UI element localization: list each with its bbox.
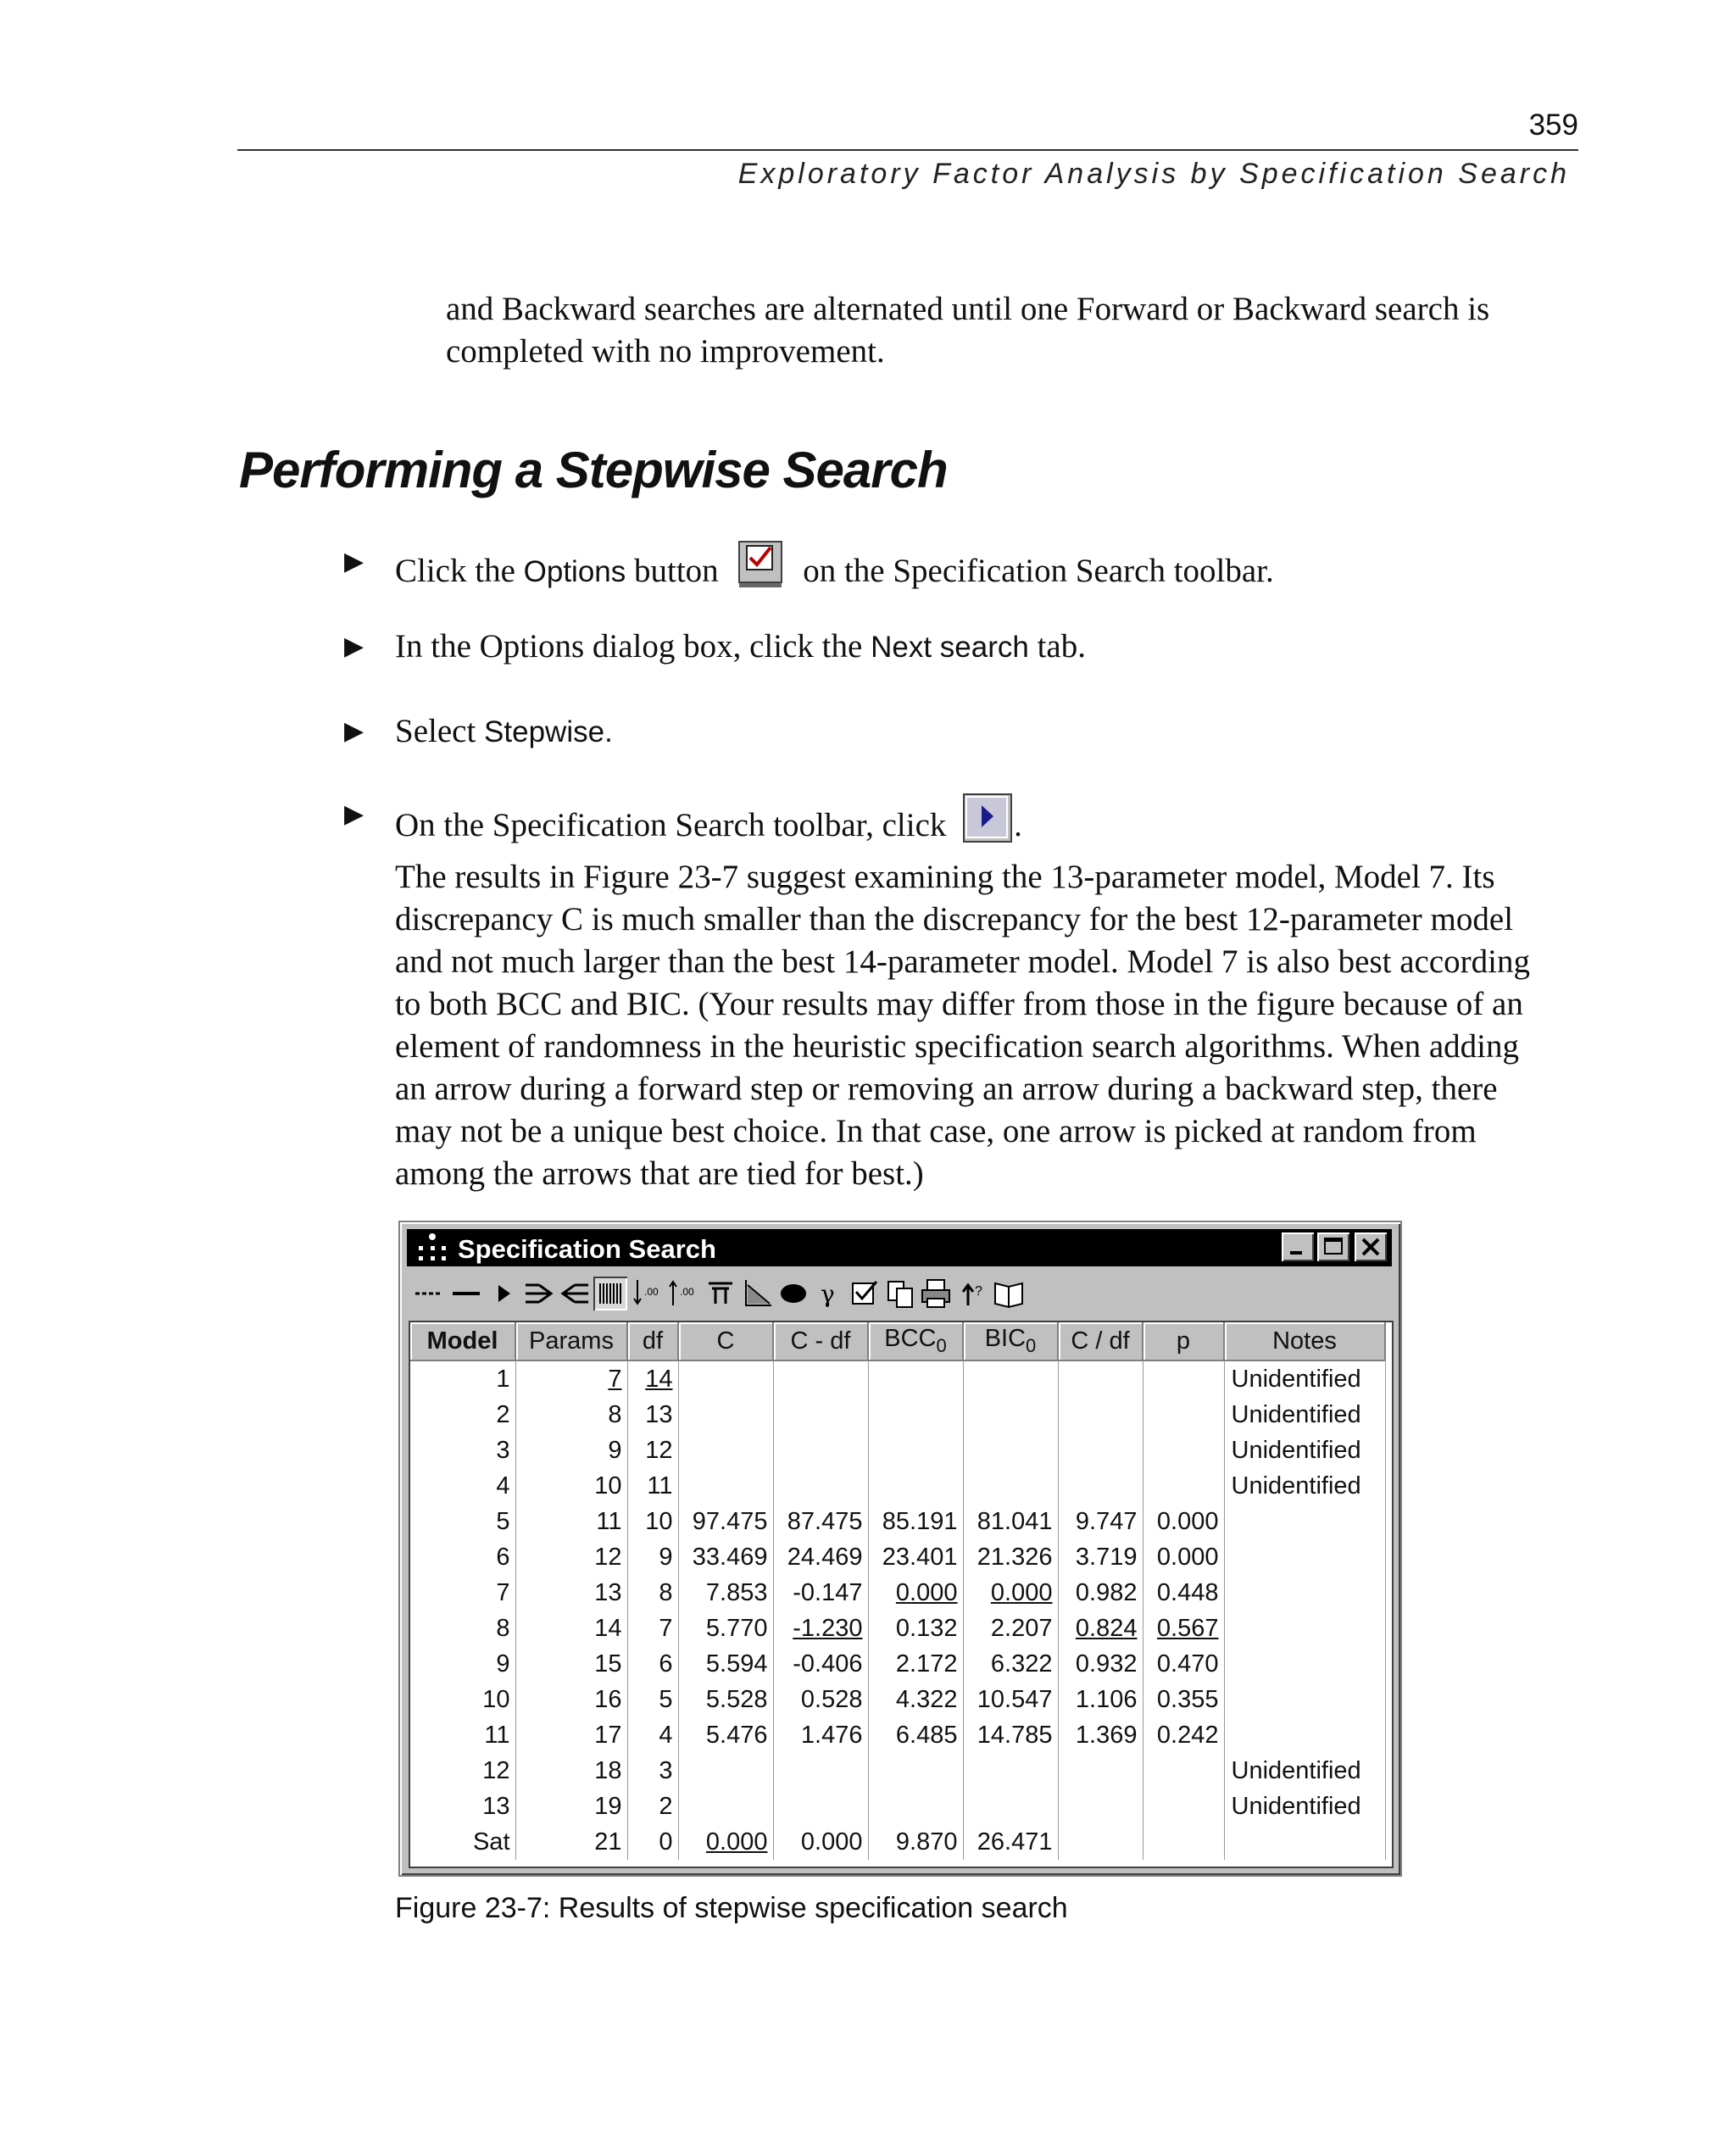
table-cell: 6 (627, 1646, 678, 1682)
table-cell: 0.932 (1058, 1646, 1143, 1682)
table-cell (773, 1397, 868, 1433)
table-row[interactable] (410, 1611, 1385, 1646)
table-cell: 13 (515, 1575, 627, 1611)
plot-button[interactable] (741, 1277, 775, 1310)
table-cell (773, 1433, 868, 1468)
table-cell: 0.567 (1143, 1611, 1224, 1646)
table-cell (773, 1753, 868, 1789)
table-cell (678, 1360, 773, 1397)
table-cell: Unidentified (1224, 1468, 1385, 1504)
step-2-post: tab. (1028, 628, 1086, 665)
decimal-down-button[interactable] (631, 1277, 665, 1310)
copy-icon (883, 1277, 917, 1310)
table-cell: 21 (515, 1824, 627, 1860)
table-cell: 0.355 (1143, 1682, 1224, 1717)
table-cell: 9.747 (1058, 1504, 1143, 1539)
table-cell: 4.322 (868, 1682, 963, 1717)
table-row[interactable] (410, 1504, 1385, 1539)
table-cell (1143, 1789, 1224, 1824)
options-checkbox-icon (738, 541, 782, 599)
table-cell: 1.369 (1058, 1717, 1143, 1753)
help-pointer-icon (956, 1277, 990, 1310)
results-table (409, 1321, 1394, 1868)
table-cell (868, 1753, 963, 1789)
results-line: among the arrows that are tied for best.) (395, 1155, 924, 1192)
table-cell (1058, 1468, 1143, 1504)
column-header[interactable]: C - df (773, 1322, 868, 1360)
step-4-text: On the Specification Search toolbar, click (395, 807, 947, 843)
table-cell (1143, 1360, 1224, 1397)
table-cell: Sat (410, 1824, 515, 1860)
table-cell (1058, 1753, 1143, 1789)
table-row[interactable] (410, 1397, 1385, 1433)
table-cell: 0.824 (1058, 1611, 1143, 1646)
minimize-icon (1282, 1232, 1314, 1261)
table-cell: 0.000 (963, 1575, 1058, 1611)
table-cell: -0.406 (773, 1646, 868, 1682)
table-cell: 11 (410, 1717, 515, 1753)
print-button[interactable] (919, 1277, 953, 1310)
table-cell: 0.132 (868, 1611, 963, 1646)
table-cell: 0.000 (868, 1575, 963, 1611)
table-cell: 6 (410, 1539, 515, 1575)
step-1-mid: button (626, 553, 719, 589)
table-view-button[interactable] (593, 1277, 627, 1310)
table-cell (1224, 1611, 1385, 1646)
table-cell: Unidentified (1224, 1433, 1385, 1468)
table-cell: 7 (410, 1575, 515, 1611)
title-bar[interactable] (407, 1229, 1392, 1266)
column-header[interactable]: df (627, 1322, 678, 1360)
table-cell: 8 (515, 1397, 627, 1433)
help-pointer-button[interactable] (956, 1277, 990, 1310)
table-cell: Unidentified (1224, 1753, 1385, 1789)
table-cell: 11 (515, 1504, 627, 1539)
maximize-icon (1317, 1232, 1349, 1261)
increase-decimals-icon (666, 1277, 700, 1310)
table-cell (1058, 1824, 1143, 1860)
section-heading: Performing a Stepwise Search (239, 442, 948, 498)
table-cell: 15 (515, 1646, 627, 1682)
page-number: 359 (1528, 108, 1578, 142)
table-cell: 1.106 (1058, 1682, 1143, 1717)
table-cell (773, 1789, 868, 1824)
table-row[interactable] (410, 1539, 1385, 1575)
column-header[interactable]: p (1143, 1322, 1224, 1360)
play-icon (487, 1277, 520, 1310)
close-button[interactable] (1355, 1232, 1387, 1261)
table-row[interactable] (410, 1753, 1385, 1789)
table-cell (678, 1433, 773, 1468)
table-cell: Unidentified (1224, 1789, 1385, 1824)
table-cell: 5.770 (678, 1611, 773, 1646)
table-cell: 0.000 (1143, 1504, 1224, 1539)
bullet-icon: ▶ (344, 548, 364, 576)
checkbox-icon (848, 1277, 882, 1310)
network-reverse-icon (558, 1277, 592, 1310)
solid-line-button[interactable] (449, 1277, 483, 1310)
table-cell: 3 (627, 1753, 678, 1789)
step-1-post: on the Specification Search toolbar. (794, 553, 1274, 589)
running-head: Exploratory Factor Analysis by Specification Search (737, 158, 1570, 190)
svg-text:.00: .00 (680, 1286, 694, 1298)
svg-text:?: ? (975, 1284, 982, 1299)
table-cell (1224, 1504, 1385, 1539)
plot-icon (741, 1277, 775, 1310)
table-cell (1143, 1824, 1224, 1860)
column-header[interactable]: $BIC_0$ (963, 1322, 1058, 1360)
table-cell: 12 (410, 1753, 515, 1789)
step-1-text: Click the (395, 553, 524, 589)
table-cell: 17 (515, 1717, 627, 1753)
table-cell: 3 (410, 1433, 515, 1468)
results-line: and not much larger than the best 14-parameter model. Model 7 is also best according (395, 943, 1530, 980)
table-row[interactable] (410, 1433, 1385, 1468)
table-cell: 2.172 (868, 1646, 963, 1682)
app-icon[interactable] (415, 1232, 449, 1267)
table-cell (868, 1789, 963, 1824)
table-cell: 13 (627, 1397, 678, 1433)
table-cell: Unidentified (1224, 1397, 1385, 1433)
table-cell: 87.475 (773, 1504, 868, 1539)
column-header[interactable]: C / df (1058, 1322, 1143, 1360)
barcode-icon (593, 1277, 627, 1310)
table-cell: 5.476 (678, 1717, 773, 1753)
results-paragraph (395, 856, 1582, 1195)
table-cell: 5.528 (678, 1682, 773, 1717)
results-line: an arrow during a forward step or removing an arrow during a backward step, there (395, 1071, 1498, 1107)
dashed-line-button[interactable] (412, 1277, 446, 1310)
table-cell (1058, 1397, 1143, 1433)
table-cell (1224, 1824, 1385, 1860)
table-cell: 0.982 (1058, 1575, 1143, 1611)
table-cell: 8 (410, 1611, 515, 1646)
bullet-icon: ▶ (344, 632, 364, 660)
table-cell: 1.476 (773, 1717, 868, 1753)
table-row[interactable] (410, 1824, 1385, 1860)
table-cell (678, 1789, 773, 1824)
table-cell: 0.000 (773, 1824, 868, 1860)
table-cell: 0.000 (1143, 1539, 1224, 1575)
step-4-post: . (1014, 807, 1022, 843)
table-cell: 0 (627, 1824, 678, 1860)
table-cell: 4 (410, 1468, 515, 1504)
table-cell: 0.448 (1143, 1575, 1224, 1611)
bullet-icon: ▶ (344, 717, 364, 745)
step-3-text: Select (395, 713, 485, 749)
table-cell: 10 (410, 1682, 515, 1717)
table-cell (963, 1433, 1058, 1468)
table-cell: 2.207 (963, 1611, 1058, 1646)
table-cell: 3.719 (1058, 1539, 1143, 1575)
table-cell (1143, 1397, 1224, 1433)
table-cell: 85.191 (868, 1504, 963, 1539)
table-cell (1224, 1539, 1385, 1575)
help-book-button[interactable] (992, 1277, 1026, 1310)
gamma-button[interactable] (812, 1277, 846, 1310)
table-row[interactable] (410, 1360, 1385, 1397)
solid-line-icon (449, 1277, 483, 1310)
options-button[interactable] (848, 1277, 882, 1310)
table-row[interactable] (410, 1789, 1385, 1824)
table-cell: 9.870 (868, 1824, 963, 1860)
column-header[interactable]: Model (410, 1322, 515, 1360)
table-cell: Unidentified (1224, 1360, 1385, 1397)
table-cell: 0.242 (1143, 1717, 1224, 1753)
table-cell: 10 (627, 1504, 678, 1539)
table-cell (773, 1468, 868, 1504)
table-cell (1058, 1360, 1143, 1397)
results-line: to both BCC and BIC. (Your results may differ from those in the figure because of an (395, 986, 1523, 1022)
maximize-button[interactable] (1317, 1232, 1349, 1261)
ellipse-button[interactable] (776, 1277, 810, 1310)
decimal-up-button[interactable] (666, 1277, 700, 1310)
table-cell (1143, 1468, 1224, 1504)
header-rule (237, 149, 1578, 151)
table-cell (773, 1360, 868, 1397)
table-cell: 10.547 (963, 1682, 1058, 1717)
minimize-button[interactable] (1282, 1232, 1314, 1261)
window-title: Specification Search (458, 1234, 716, 1264)
table-cell: 11 (627, 1468, 678, 1504)
toolbar (407, 1270, 1392, 1316)
options-label: Options (523, 555, 626, 588)
table-cell: 9 (410, 1646, 515, 1682)
table-cell (963, 1468, 1058, 1504)
intro-paragraph: and Backward searches are alternated until one Forward or Backward search is completed with no improvement. (446, 291, 1490, 370)
table-cell: 6.485 (868, 1717, 963, 1753)
table-row[interactable] (410, 1468, 1385, 1504)
table-cell (963, 1397, 1058, 1433)
table-cell: 16 (515, 1682, 627, 1717)
specification-search-window (398, 1221, 1402, 1877)
printer-icon (919, 1277, 953, 1310)
table-cell: 1 (410, 1360, 515, 1397)
close-icon (1355, 1232, 1387, 1261)
table-cell: 12 (627, 1433, 678, 1468)
table-cell (678, 1397, 773, 1433)
next-search-label: Next search (871, 631, 1029, 664)
table-row[interactable] (410, 1717, 1385, 1753)
table-cell (1224, 1575, 1385, 1611)
table-cell (963, 1753, 1058, 1789)
table-header-row (410, 1322, 1385, 1360)
network-icon (522, 1277, 556, 1310)
table-cell: 7 (515, 1360, 627, 1397)
svg-text:γ: γ (821, 1280, 835, 1308)
table-cell: 12 (515, 1539, 627, 1575)
column-header[interactable]: $BCC_0$ (868, 1322, 963, 1360)
table-cell: 10 (515, 1468, 627, 1504)
table-cell: 33.469 (678, 1539, 773, 1575)
results-line: discrepancy C is much smaller than the discrepancy for the best 12-parameter model (395, 901, 1514, 938)
table-cell: 97.475 (678, 1504, 773, 1539)
table-cell: 19 (515, 1789, 627, 1824)
table-cell: 13 (410, 1789, 515, 1824)
table-cell: 14 (515, 1611, 627, 1646)
step-2-text: In the Options dialog box, click the (395, 628, 871, 665)
table-cell (1143, 1433, 1224, 1468)
table-cell: 23.401 (868, 1539, 963, 1575)
gamma-icon (812, 1277, 846, 1310)
table-cell: 2 (410, 1397, 515, 1433)
table-row[interactable] (410, 1682, 1385, 1717)
table-cell (868, 1468, 963, 1504)
backward-step-button[interactable] (558, 1277, 592, 1310)
figure-caption: Figure 23-7: Results of stepwise specification search (395, 1892, 1068, 1924)
table-row[interactable] (410, 1575, 1385, 1611)
table-cell (1224, 1646, 1385, 1682)
table-cell: 0.000 (678, 1824, 773, 1860)
table-cell: 5 (627, 1682, 678, 1717)
table-cell: 5 (410, 1504, 515, 1539)
table-cell: 24.469 (773, 1539, 868, 1575)
book-icon (992, 1277, 1026, 1310)
table-cell: 7 (627, 1611, 678, 1646)
table-cell: 5.594 (678, 1646, 773, 1682)
table-cell (1224, 1717, 1385, 1753)
table-cell: 81.041 (963, 1504, 1058, 1539)
table-cell: 14.785 (963, 1717, 1058, 1753)
table-cell (1143, 1753, 1224, 1789)
table-cell (1058, 1789, 1143, 1824)
column-header[interactable]: C (678, 1322, 773, 1360)
decrease-decimals-icon (631, 1277, 665, 1310)
copy-button[interactable] (883, 1277, 917, 1310)
column-header[interactable]: Params (515, 1322, 627, 1360)
table-cell: 4 (627, 1717, 678, 1753)
table-row[interactable] (410, 1646, 1385, 1682)
table-cell: 7.853 (678, 1575, 773, 1611)
table-cell (963, 1789, 1058, 1824)
table-cell: -0.147 (773, 1575, 868, 1611)
table-cell (1058, 1433, 1143, 1468)
results-line: The results in Figure 23-7 suggest examining the 13-parameter model, Model 7. Its (395, 859, 1495, 895)
filter-icon (704, 1277, 737, 1310)
results-line: may not be a unique best choice. In that case, one arrow is picked at random from (395, 1113, 1477, 1149)
table-cell: 14 (627, 1360, 678, 1397)
run-arrow-icon (963, 793, 1012, 854)
table-cell: 2 (627, 1789, 678, 1824)
table-cell: -1.230 (773, 1611, 868, 1646)
table-cell (868, 1397, 963, 1433)
table-cell: 18 (515, 1753, 627, 1789)
table-cell: 6.322 (963, 1646, 1058, 1682)
table-cell: 26.471 (963, 1824, 1058, 1860)
run-button[interactable] (487, 1277, 520, 1310)
table-cell (868, 1360, 963, 1397)
column-header[interactable]: Notes (1224, 1322, 1385, 1360)
table-cell: 9 (627, 1539, 678, 1575)
bullet-icon: ▶ (344, 800, 364, 828)
table-cell: 9 (515, 1433, 627, 1468)
dashed-line-icon (412, 1277, 446, 1310)
stepwise-label: Stepwise. (484, 715, 613, 748)
table-cell (868, 1433, 963, 1468)
table-cell (678, 1753, 773, 1789)
table-cell (963, 1360, 1058, 1397)
filter-button[interactable] (704, 1277, 737, 1310)
results-line: element of randomness in the heuristic specification search algorithms. When adding (395, 1028, 1519, 1065)
table-cell (678, 1468, 773, 1504)
ellipse-icon (776, 1277, 810, 1310)
table-cell: 8 (627, 1575, 678, 1611)
svg-text:.00: .00 (644, 1286, 659, 1298)
table-cell: 0.470 (1143, 1646, 1224, 1682)
table-cell (1224, 1682, 1385, 1717)
table-cell: 21.326 (963, 1539, 1058, 1575)
forward-step-button[interactable] (522, 1277, 556, 1310)
table-cell: 0.528 (773, 1682, 868, 1717)
